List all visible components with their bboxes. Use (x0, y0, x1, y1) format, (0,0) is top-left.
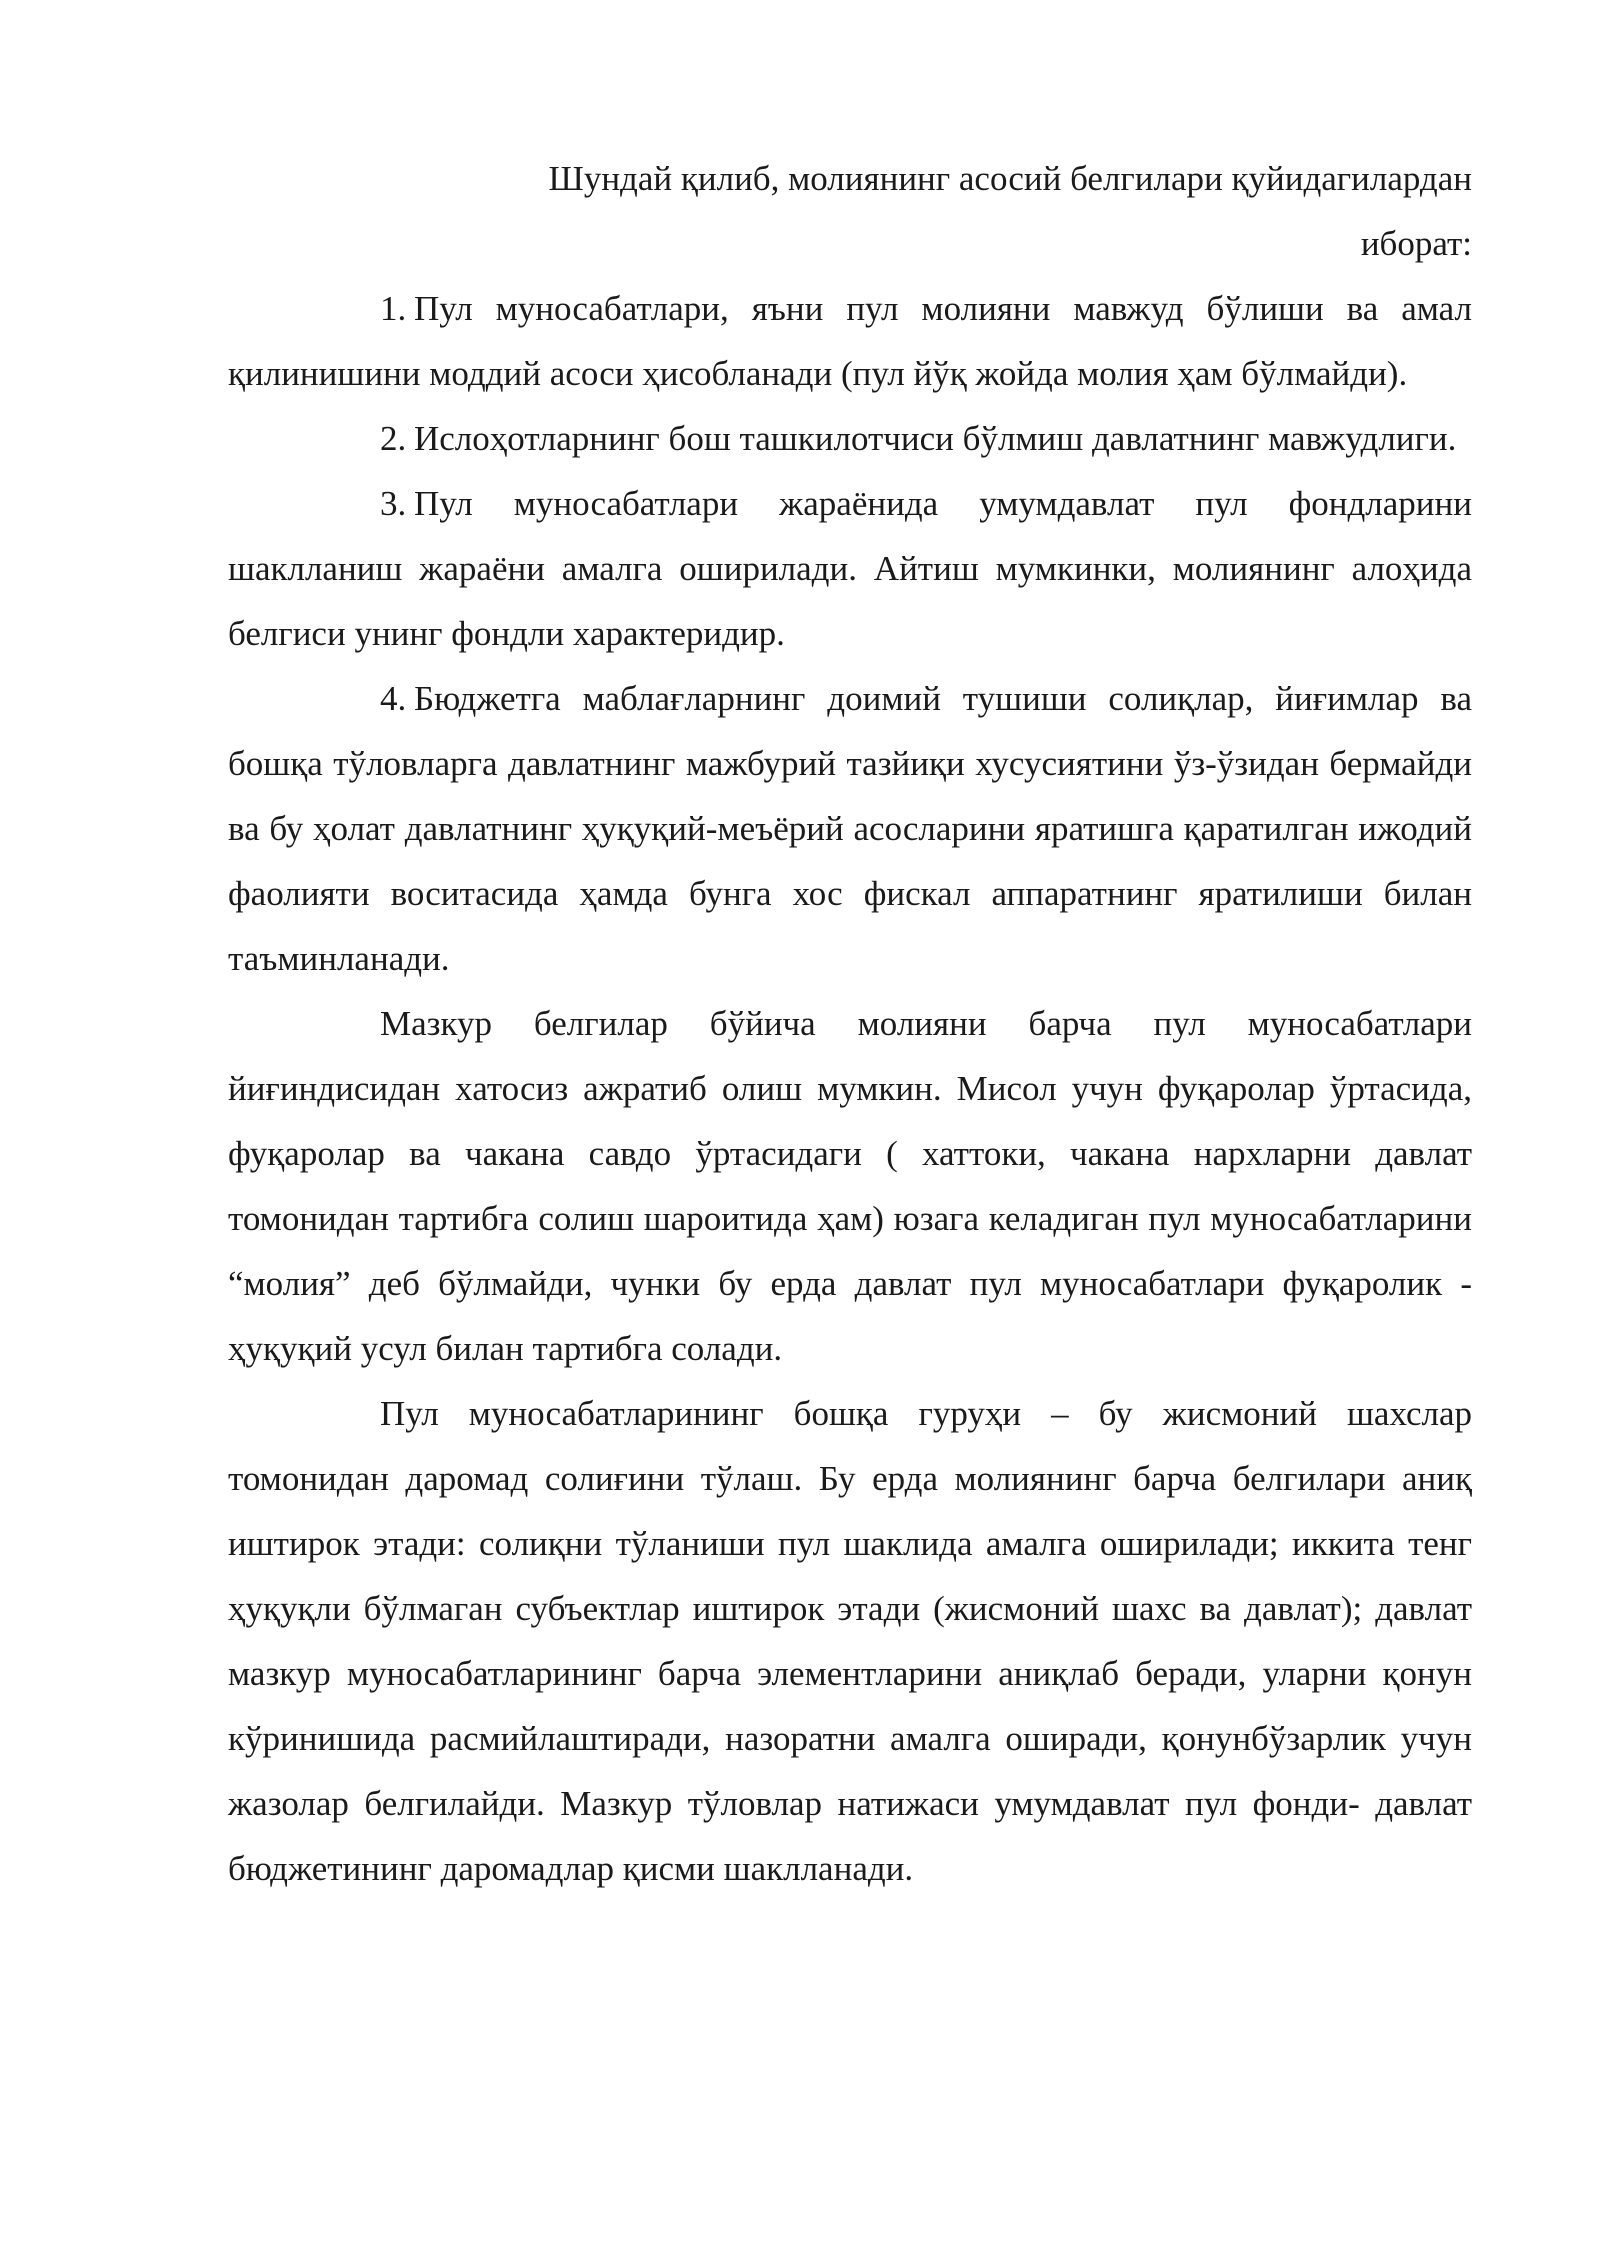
list-item (228, 666, 1472, 991)
list-item-text: Пул муносабатлари, яъни пул молияни мавжуд бўлиши ва амал қилинишини моддий асоси ҳисобланади (пул йўқ жойда молия ҳам бўлмайди). (228, 289, 1472, 393)
list-item-number: 2. (380, 419, 407, 458)
list-item-number: 3. (380, 484, 407, 523)
list-item-number: 4. (380, 679, 407, 718)
body-paragraph: Мазкур белгилар бўйича молияни барча пул муносабатлари йиғиндисидан хатосиз ажратиб олиш мумкин. Мисол учун фуқаролар ўртасида, фуқаролар ва чакана савдо ўртасидаги ( хаттоки, чакана нархларни давлат томонидан тартибга солиш шароитида ҳам) юзага келадиган пул муносабатларини “молия” деб бўлмайди, чунки бу ерда давлат пул муносабатлари фуқаролик - ҳуқуқий усул билан тартибга солади. (228, 1004, 1472, 1368)
intro-paragraph: Шундай қилиб, молиянинг асосий белгилари қуйидагилардан иборат: (548, 159, 1472, 263)
list-item-text: Бюджетга маблағларнинг доимий тушиши солиқлар, йиғимлар ва бошқа тўловларга давлатнинг мажбурий тазйиқи хусусиятини ўз-ўзидан бермайди ва бу ҳолат давлатнинг ҳуқуқий-меъёрий асосларини яратишга қаратилган ижодий фаолияти воситасида ҳамда бунга хос фискал аппаратнинг яратилиши билан таъминланади. (228, 679, 1472, 978)
body-paragraph: Пул муносабатларининг бошқа гуруҳи – бу жисмоний шахслар томонидан даромад солиғини тўлаш. Бу ерда молиянинг барча белгилари аниқ иштирок этади: солиқни тўланиши пул шаклида амалга оширилади; иккита тенг ҳуқуқли бўлмаган субъектлар иштирок этади (жисмоний шахс ва давлат); давлат мазкур муносабатларининг барча элементларини аниқлаб беради, уларни қонун кўринишида расмийлаштиради, назоратни амалга оширади, қонунбўзарлик учун жазолар белгилайди. Мазкур тўловлар натижаси умумдавлат пул фонди- давлат бюджетининг даромадлар қисми шаклланади. (228, 1394, 1472, 1888)
list-item-text: Пул муносабатлари жараёнида умумдавлат пул фондларини шаклланиш жараёни амалга оширилади. Айтиш мумкинки, молиянинг алоҳида белгиси унинг фондли характеридир. (228, 484, 1472, 653)
document-body (228, 146, 1472, 1901)
list-item (228, 406, 1472, 471)
list-item-number: 1. (380, 289, 407, 328)
list-item (228, 276, 1472, 406)
list-item-text: Ислоҳотларнинг бош ташкилотчиси бўлмиш давлатнинг мавжудлиги. (414, 419, 1457, 458)
list-item (228, 471, 1472, 666)
